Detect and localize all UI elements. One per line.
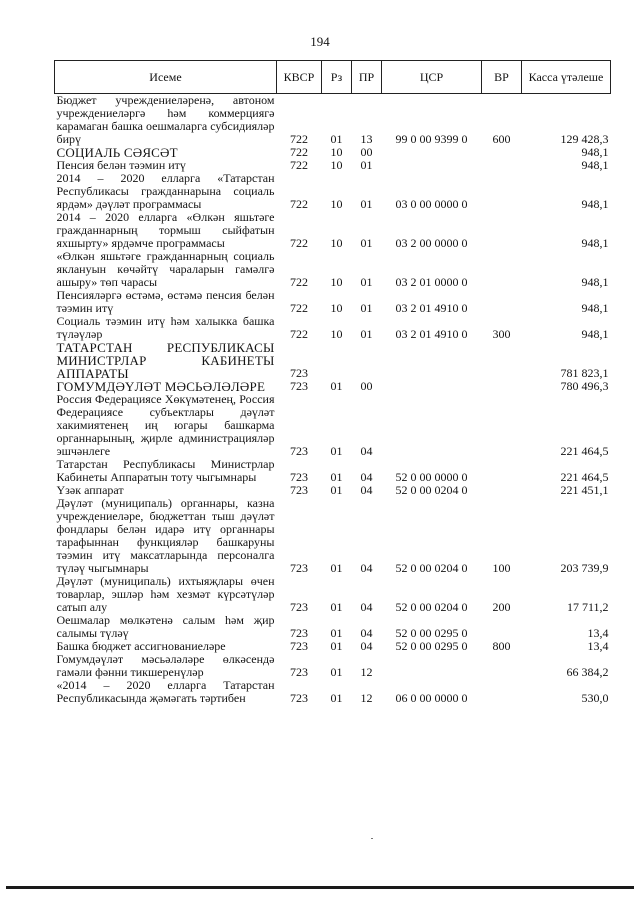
cell-kassa: 13,4 [587, 639, 609, 653]
table-row [55, 679, 611, 705]
header-pr: ПР [352, 61, 382, 94]
cell-rz: 01 [330, 665, 343, 679]
table-row [55, 653, 611, 679]
cell-name: Пенсия белән тәэмин итү [56, 158, 186, 172]
table-row [55, 497, 611, 575]
cell-rz: 01 [330, 379, 343, 393]
cell-rz: 01 [330, 600, 343, 614]
cell-kvsr: 723 [290, 626, 308, 640]
cell-vr [482, 159, 522, 172]
page-number: 194 [310, 34, 330, 49]
cell-name: 2014 – 2020 елларга «Татарстан Республикасы гражданнарына социаль ярдәм» дәүләт программасы [56, 171, 275, 211]
cell-kvsr: 722 [290, 236, 308, 250]
table-row [55, 458, 611, 484]
table-body [55, 94, 611, 706]
cell-kvsr: 723 [290, 470, 308, 484]
cell-name: Бюджет учреждениеләренә, автоном учреждениеләргә һәм коммерциягә карамаган башка оешмаларга субсидияләр бирү [56, 93, 275, 146]
cell-pr: 04 [360, 470, 373, 484]
cell-pr: 00 [360, 145, 373, 159]
cell-kassa: 948,1 [581, 327, 609, 341]
table-row [55, 614, 611, 640]
cell-csr: 03 0 00 0000 0 [395, 197, 468, 211]
cell-name: Дәүләт (муниципаль) органнары, казна учреждениеләре, бюджеттан тыш дәүләт фондлары белән идарә итү органнары тарафыннан функцияләр башкаруны тәэмин итү максатларында персоналга түләү чыгымнары [56, 496, 275, 575]
cell-kvsr: 723 [290, 639, 308, 653]
cell-pr: 01 [360, 275, 373, 289]
cell-kassa: 948,1 [581, 236, 609, 250]
cell-kvsr: 722 [290, 275, 308, 289]
cell-vr [482, 458, 522, 484]
cell-csr: 03 2 01 4910 0 [395, 327, 468, 341]
cell-name: Социаль тәэмин итү һәм халыкка башка түләүләр [56, 314, 275, 341]
cell-kassa: 221 464,5 [560, 444, 609, 458]
cell-kvsr: 722 [290, 301, 308, 315]
cell-name: Россия Федерациясе Хөкүмәтенең, Россия Федерациясе субъектлары дәүләт хакимиятенең иң югары башкарма органнарының, җирле администрацияләр эшчәнлеге [56, 392, 275, 458]
cell-rz: 01 [330, 691, 343, 705]
cell-csr [382, 341, 482, 380]
table-header-row [55, 61, 611, 94]
cell-rz: 10 [330, 301, 343, 315]
table-row [55, 250, 611, 289]
cell-vr: 800 [492, 639, 511, 653]
cell-kvsr: 722 [290, 132, 308, 146]
cell-kvsr: 722 [290, 197, 308, 211]
cell-kassa: 13,4 [587, 626, 609, 640]
cell-name: Татарстан Республикасы Министрлар Кабинеты Аппаратын тоту чыгымнары [56, 457, 275, 484]
cell-kvsr: 723 [290, 483, 308, 497]
cell-pr: 04 [360, 626, 373, 640]
cell-kvsr: 723 [290, 444, 308, 458]
cell-csr: 52 0 00 0204 0 [395, 483, 468, 497]
cell-kvsr: 723 [290, 665, 308, 679]
cell-pr: 04 [360, 483, 373, 497]
cell-rz: 10 [330, 236, 343, 250]
cell-name: Гомумдәүләт мәсьәләләре өлкәсендә гамәли фәнни тикшеренүләр [56, 652, 275, 679]
cell-vr [482, 380, 522, 393]
cell-vr [482, 172, 522, 211]
cell-name: Башка бюджет ассигнованиеләре [56, 639, 226, 653]
cell-rz: 01 [330, 132, 343, 146]
cell-kvsr: 722 [290, 145, 308, 159]
cell-csr: 52 0 00 0000 0 [395, 470, 468, 484]
cell-rz: 10 [330, 158, 343, 172]
cell-vr [482, 146, 522, 159]
cell-csr [382, 653, 482, 679]
cell-rz: 10 [330, 197, 343, 211]
cell-csr [382, 159, 482, 172]
cell-pr: 13 [360, 132, 373, 146]
table-row [55, 289, 611, 315]
cell-vr [482, 341, 522, 380]
cell-pr: 01 [360, 197, 373, 211]
cell-kassa: 948,1 [581, 145, 609, 159]
cell-vr [482, 653, 522, 679]
table-row [55, 94, 611, 147]
cell-vr: 300 [492, 327, 511, 341]
cell-kassa: 780 496,3 [560, 379, 609, 393]
table-row [55, 393, 611, 458]
cell-pr: 12 [360, 691, 373, 705]
cell-pr: 04 [360, 639, 373, 653]
cell-rz: 01 [330, 626, 343, 640]
cell-name: Пенсияләргә өстәмә, өстәмә пенсия белән тәэмин итү [56, 288, 275, 315]
cell-rz: 10 [330, 275, 343, 289]
cell-rz [322, 341, 352, 380]
cell-pr: 01 [360, 236, 373, 250]
cell-name: Дәүләт (муниципаль) ихтыяҗлары өчен товарлар, эшләр һәм хезмәт күрсәтүләр сатып алу [56, 574, 275, 614]
cell-kvsr: 723 [290, 561, 308, 575]
cell-csr: 06 0 00 0000 0 [395, 691, 468, 705]
cell-pr [352, 341, 382, 380]
cell-pr: 04 [360, 444, 373, 458]
cell-name: СОЦИАЛЬ СӘЯСӘТ [56, 145, 178, 160]
budget-table [54, 60, 611, 705]
cell-kvsr: 723 [290, 691, 308, 705]
table-row [55, 211, 611, 250]
table-row [55, 315, 611, 341]
cell-kassa: 530,0 [581, 691, 609, 705]
cell-pr: 04 [360, 600, 373, 614]
scan-speck [371, 838, 373, 839]
cell-kassa: 948,1 [581, 275, 609, 289]
cell-name: Оешмалар мөлкәтенә салым һәм җир салымы түләү [56, 613, 275, 640]
cell-vr [482, 484, 522, 497]
cell-csr: 52 0 00 0204 0 [395, 600, 468, 614]
cell-vr: 200 [492, 600, 511, 614]
cell-pr: 04 [360, 561, 373, 575]
cell-vr [482, 614, 522, 640]
cell-name: «2014 – 2020 елларга Татарстан Республикасында җәмәгать тәртибен [56, 678, 275, 705]
cell-csr: 03 2 01 4910 0 [395, 301, 468, 315]
cell-csr: 52 0 00 0204 0 [395, 561, 468, 575]
cell-pr: 12 [360, 665, 373, 679]
cell-rz: 01 [330, 470, 343, 484]
cell-name: ГОМУМДӘҮЛӘТ МӘСЬӘЛӘЛӘРЕ [56, 379, 266, 394]
table-row [55, 341, 611, 380]
header-vr: ВР [482, 61, 522, 94]
cell-vr [482, 679, 522, 705]
cell-name: ТАТАРСТАН РЕСПУБЛИКАСЫ МИНИСТРЛАР КАБИНЕТЫ АППАРАТЫ [56, 340, 275, 381]
cell-csr: 52 0 00 0295 0 [395, 626, 468, 640]
cell-kassa: 129 428,3 [560, 132, 609, 146]
cell-csr: 03 2 01 0000 0 [395, 275, 468, 289]
cell-kvsr: 722 [290, 327, 308, 341]
cell-kassa: 66 384,2 [566, 665, 609, 679]
table-row [55, 172, 611, 211]
cell-kassa: 203 739,9 [560, 561, 609, 575]
cell-rz: 10 [330, 327, 343, 341]
cell-kvsr: 722 [290, 158, 308, 172]
cell-pr: 01 [360, 327, 373, 341]
header-rz: Рз [322, 61, 352, 94]
cell-csr: 03 2 00 0000 0 [395, 236, 468, 250]
cell-pr: 01 [360, 158, 373, 172]
cell-rz: 01 [330, 639, 343, 653]
cell-kvsr: 723 [290, 600, 308, 614]
cell-name: Үзәк аппарат [56, 483, 124, 497]
table-row [55, 575, 611, 614]
cell-csr [382, 146, 482, 159]
cell-pr: 00 [360, 379, 373, 393]
cell-csr: 52 0 00 0295 0 [395, 639, 468, 653]
cell-kassa: 221 451,1 [560, 483, 609, 497]
cell-kvsr: 723 [290, 379, 308, 393]
cell-csr [382, 393, 482, 458]
header-kvsr: КВСР [277, 61, 322, 94]
cell-kassa: 221 464,5 [560, 470, 609, 484]
header-kassa: Касса үтәлеше [522, 61, 611, 94]
cell-rz: 01 [330, 561, 343, 575]
cell-pr: 01 [360, 301, 373, 315]
cell-name: «Өлкән яшьтәге гражданнарның социаль яклануын көчәйтү чараларын гамәлгә ашыру» төп чарасы [56, 249, 275, 289]
cell-kassa: 948,1 [581, 301, 609, 315]
header-csr: ЦСР [382, 61, 482, 94]
cell-csr [382, 380, 482, 393]
cell-vr: 100 [492, 561, 511, 575]
cell-kassa: 781 823,1 [560, 366, 609, 380]
cell-vr [482, 250, 522, 289]
cell-vr: 600 [492, 132, 511, 146]
header-name: Исеме [55, 61, 277, 94]
cell-rz: 01 [330, 483, 343, 497]
cell-kvsr: 723 [290, 366, 308, 380]
cell-vr [482, 289, 522, 315]
bottom-border-line [6, 886, 634, 889]
cell-vr [482, 211, 522, 250]
cell-name: 2014 – 2020 елларга «Өлкән яшьтәге гражданнарның тормыш сыйфатын яхшырту» ярдәмче программасы [56, 210, 275, 250]
cell-kassa: 948,1 [581, 158, 609, 172]
cell-csr: 99 0 00 9399 0 [395, 132, 468, 146]
cell-kassa: 948,1 [581, 197, 609, 211]
cell-vr [482, 393, 522, 458]
cell-rz: 10 [330, 145, 343, 159]
cell-kassa: 17 711,2 [566, 600, 609, 614]
cell-rz: 01 [330, 444, 343, 458]
